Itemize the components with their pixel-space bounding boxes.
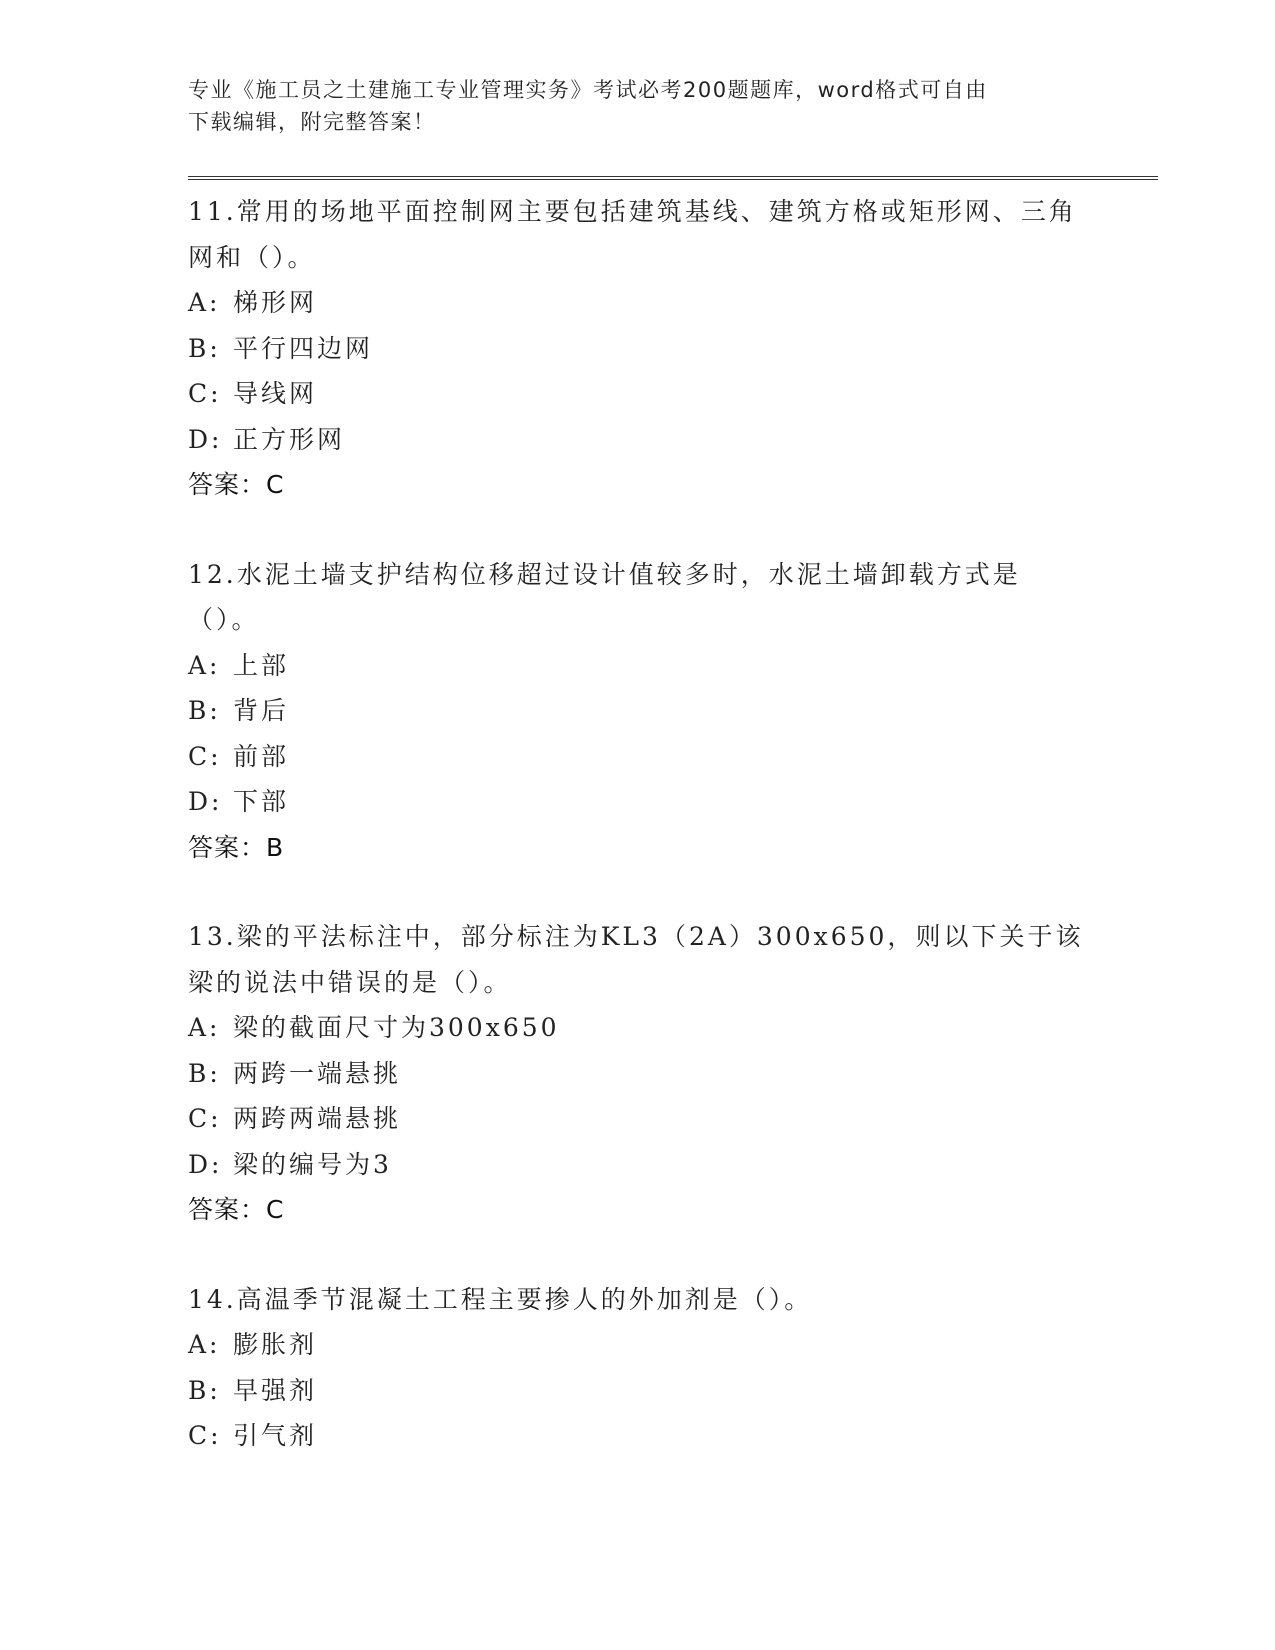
option-text: 梁的编号为3: [233, 1149, 392, 1179]
option-b: [188, 688, 1088, 734]
option-text: 平行四边网: [233, 333, 374, 363]
option-text: 导线网: [233, 379, 318, 408]
question-stem: 12.水泥土墙支护结构位移超过设计值较多时，水泥土墙卸载方式是（）。: [188, 559, 1021, 634]
answer-line: 答案：B: [188, 832, 285, 862]
option-key: C:: [188, 1104, 222, 1133]
option-text: 膨胀剂: [233, 1330, 318, 1359]
option-text: 前部: [233, 741, 290, 771]
question-stem: 13.梁的平法标注中，部分标注为KL3（2A）300x650，则以下关于该梁的说法中错误的是（）。: [188, 922, 1084, 997]
option-c: [188, 1096, 1088, 1142]
option-key: C:: [188, 1421, 222, 1450]
option-b: [188, 1051, 1088, 1097]
document-header: [188, 74, 1088, 138]
header-divider: [188, 176, 1158, 180]
option-text: 引气剂: [233, 1421, 318, 1450]
option-text: 梯形网: [233, 288, 318, 317]
question-14: [188, 1277, 1088, 1459]
option-b: [188, 1368, 1088, 1414]
option-b: [188, 326, 1088, 372]
option-text: 正方形网: [233, 424, 346, 454]
option-a: [188, 1005, 1088, 1051]
option-a: [188, 1322, 1088, 1368]
option-key: A:: [188, 288, 221, 317]
option-a: [188, 280, 1088, 326]
option-text: 下部: [233, 787, 290, 816]
option-text: 背后: [233, 696, 290, 725]
option-key: B:: [188, 1375, 221, 1405]
option-d: [188, 417, 1088, 463]
option-c: [188, 371, 1088, 417]
header-title-line-1: 专业《施工员之土建施工专业管理实务》考试必考200题题库，word格式可自由: [188, 78, 988, 102]
question-stem: 11.常用的场地平面控制网主要包括建筑基线、建筑方格或矩形网、三角网和（）。: [188, 197, 1077, 272]
option-c: [188, 734, 1088, 780]
option-d: [188, 1142, 1088, 1188]
question-stem: 14.高温季节混凝土工程主要掺人的外加剂是（）。: [188, 1284, 813, 1314]
option-text: 梁的截面尺寸为300x650: [233, 1013, 560, 1042]
option-key: D:: [188, 1149, 223, 1179]
answer-line: 答案：C: [188, 1195, 285, 1224]
question-12: [188, 552, 1088, 871]
option-key: A:: [188, 1330, 221, 1359]
header-title-line-2: 下载编辑，附完整答案！: [188, 110, 436, 134]
option-key: C:: [188, 741, 222, 771]
option-key: B:: [188, 696, 221, 725]
question-list: [188, 189, 1088, 1503]
option-key: A:: [188, 1013, 221, 1042]
option-text: 早强剂: [233, 1375, 318, 1405]
option-text: 上部: [233, 650, 290, 680]
option-key: D:: [188, 787, 223, 816]
option-text: 两跨两端悬挑: [233, 1104, 402, 1133]
option-key: B:: [188, 1058, 221, 1088]
answer-line: 答案：C: [188, 470, 285, 499]
option-text: 两跨一端悬挑: [233, 1058, 402, 1088]
question-11: [188, 189, 1088, 508]
option-key: D:: [188, 424, 223, 454]
option-d: [188, 779, 1088, 825]
option-c: [188, 1413, 1088, 1459]
question-13: [188, 914, 1088, 1233]
option-key: B:: [188, 333, 221, 363]
option-key: A:: [188, 650, 221, 680]
option-a: [188, 643, 1088, 689]
option-key: C:: [188, 379, 222, 408]
